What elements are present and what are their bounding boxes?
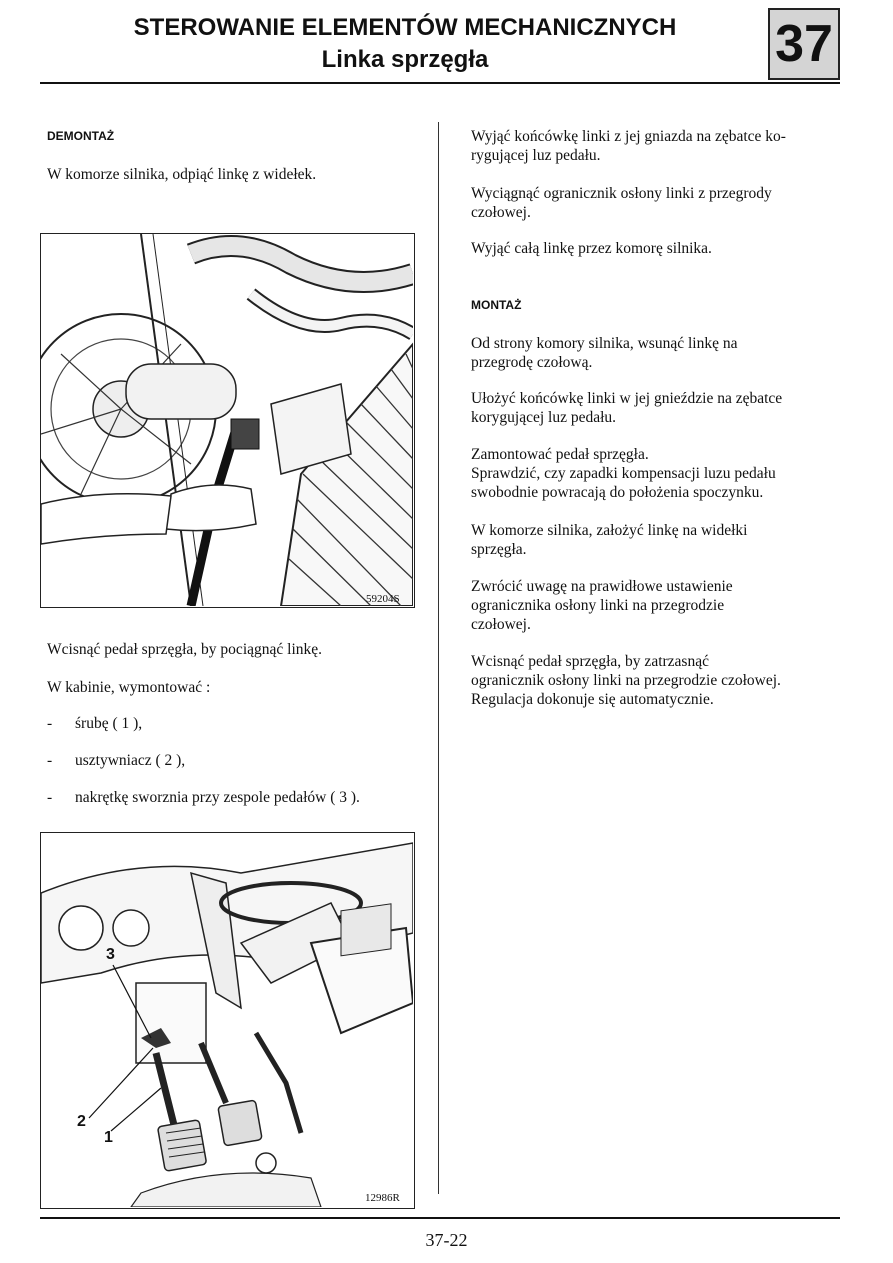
paragraph-wyjac-linke: Wyjąć całą linkę przez komorę silnika. [471,240,712,257]
header-title: STEROWANIE ELEMENTÓW MECHANICZNYCH [133,14,677,41]
figure-code-12986R: 12986R [365,1192,400,1204]
list-item: - nakrętkę sworznia przy zespole pedałów ( 3 ). [47,789,360,806]
pedal-assembly-illustration [41,833,413,1207]
page-number: 37-22 [425,1230,468,1250]
list-item: - usztywniacz ( 2 ), [47,752,186,769]
paragraph-komora: W komorze silnika, odpiąć linkę z widełek. [47,166,317,183]
paragraph-zalozyc: W komorze silnika, założyć linkę na widełki sprzęgła. [471,522,748,558]
section-heading-montaz: MONTAŻ [471,298,522,312]
engine-compartment-illustration [41,234,413,606]
column-divider [438,122,439,1194]
paragraph-wcisnac: Wcisnąć pedał sprzęgła, by pociągnąć linkę. [47,641,323,658]
callout-1: 1 [104,1129,113,1146]
paragraph-wyjac-koncowke: Wyjąć końcówkę linki z jej gniazda na zębatce ko- rygującej luz pedału. [471,128,786,164]
paragraph-ulozyc: Ułożyć końcówkę linki w jej gnieździe na zębatce korygującej luz pedału. [471,390,783,426]
paragraph-wcisnac-zatrzasnac: Wcisnąć pedał sprzęgła, by zatrzasnąć ogranicznik osłony linki na przegrodzie czołowej. Regulacja dokonuje się automatycznie. [471,653,781,708]
header-subtitle: Linka sprzęgła [321,46,489,73]
section-heading-demontaz: DEMONTAŻ [47,129,115,143]
paragraph-zwrocic-uwage: Zwrócić uwagę na prawidłowe ustawienie ogranicznika osłony linki na przegrodzie czołowej. [471,578,733,633]
chapter-number-box: 37 [768,8,840,80]
footer-rule [40,1217,840,1219]
paragraph-zamontowac: Zamontować pedał sprzęgła. Sprawdzić, czy zapadki kompensacji luzu pedału swobodnie powracają do położenia spoczynku. [471,446,776,501]
callout-2: 2 [77,1113,86,1130]
figure-engine-compartment [40,233,415,608]
header-rule [40,82,840,84]
paragraph-wyciagnac: Wyciągnąć ogranicznik osłony linki z przegrody czołowej. [471,185,772,221]
figure-pedal-assembly [40,832,415,1209]
paragraph-od-strony: Od strony komory silnika, wsunąć linkę na przegrodę czołową. [471,335,738,371]
callout-3: 3 [106,946,115,963]
list-item: - śrubę ( 1 ), [47,715,143,732]
page-header [60,12,750,76]
paragraph-kabina: W kabinie, wymontować : [47,679,211,696]
figure-code-59204S: 59204S [366,593,400,605]
